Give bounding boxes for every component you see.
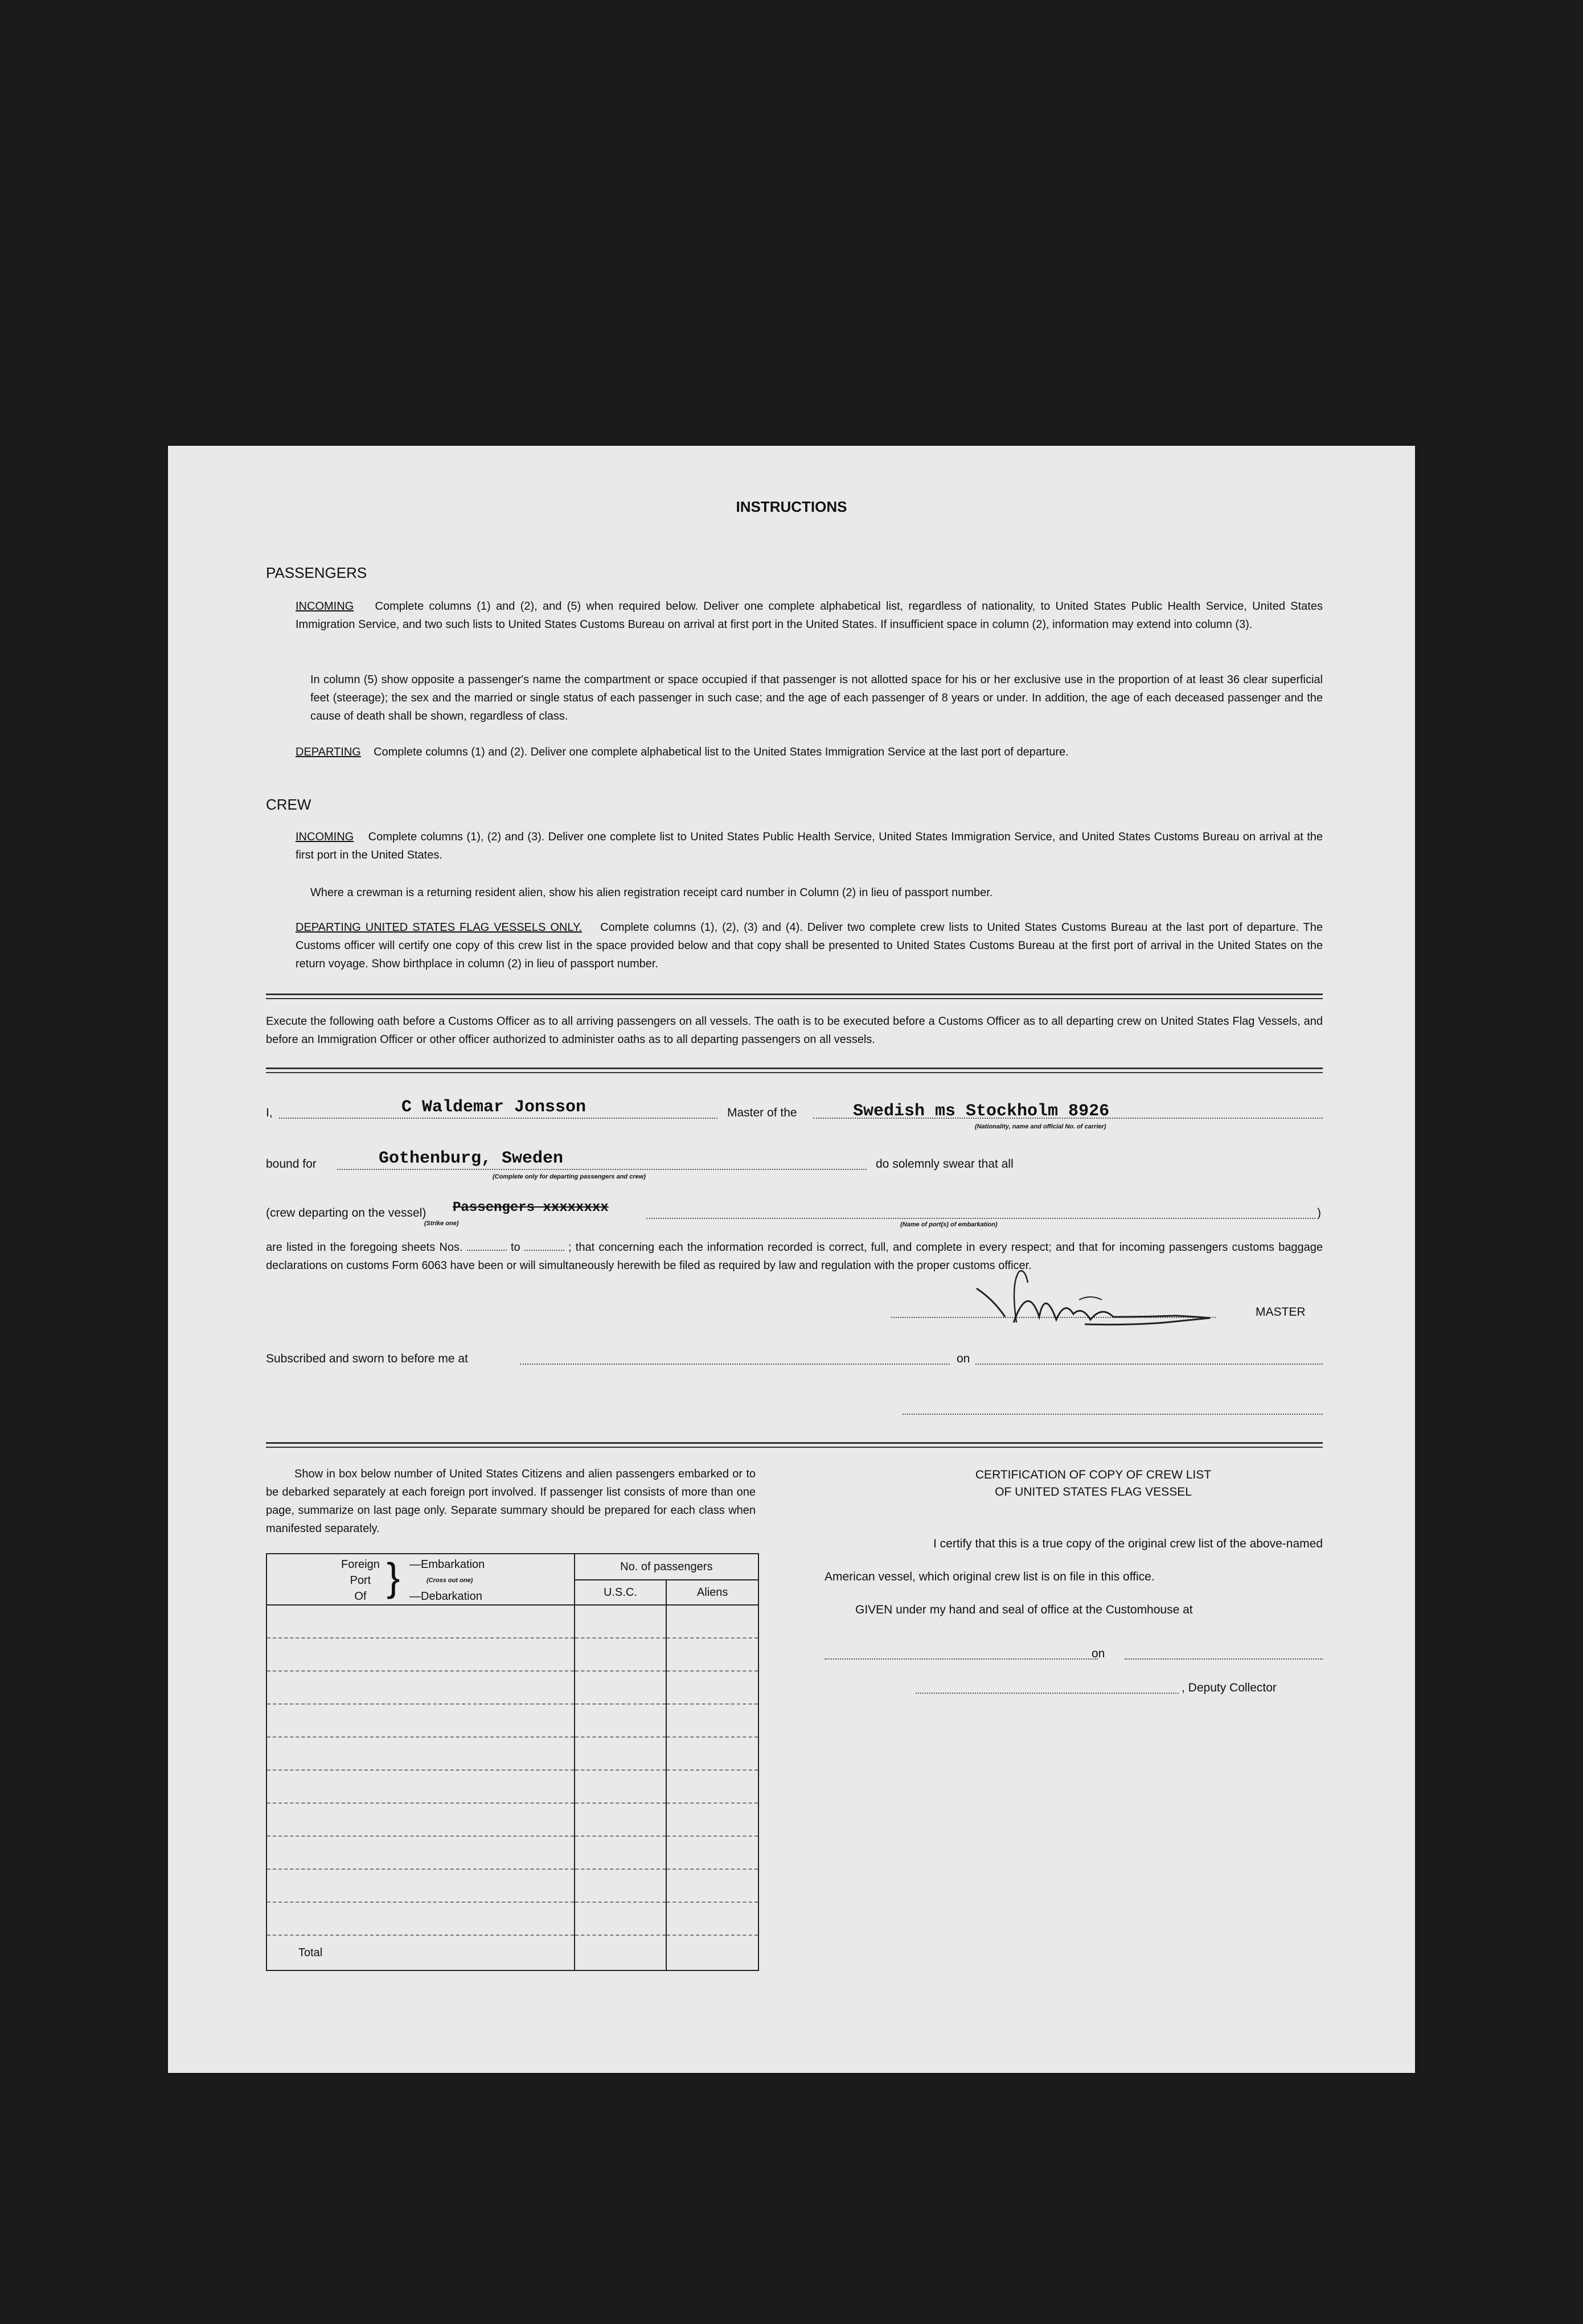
table-cell[interactable] — [667, 1870, 758, 1903]
crew-incoming-label: INCOMING — [296, 831, 354, 843]
table-row[interactable] — [267, 1903, 574, 1936]
usc-header: U.S.C. — [575, 1580, 667, 1605]
flag-label: DEPARTING UNITED STATES FLAG VESSELS ONLY. — [296, 921, 583, 934]
passengers-struck: Passengers xxxxxxxx — [453, 1200, 609, 1216]
table-cell[interactable] — [667, 1903, 758, 1936]
divider — [266, 993, 1323, 999]
table-cell[interactable] — [667, 1606, 758, 1639]
master-of-label: Master of the — [727, 1106, 797, 1119]
ports-caption: (Name of port(s) of embarkation) — [900, 1221, 998, 1228]
cross-out-caption: (Cross out one) — [426, 1577, 473, 1584]
table-row[interactable] — [267, 1705, 574, 1738]
table-cell[interactable] — [575, 1870, 666, 1903]
certification-date-line — [1125, 1658, 1323, 1660]
bound-caption: (Complete only for departing passengers and crew) — [493, 1173, 646, 1180]
table-cell[interactable] — [667, 1771, 758, 1804]
of-label: Of — [354, 1590, 367, 1603]
port-label: Port — [350, 1574, 371, 1587]
certification-text-2: American vessel, which original crew list is on file in this office. — [825, 1570, 1155, 1583]
i-label: I, — [266, 1106, 273, 1119]
oath-intro: Execute the following oath before a Customs Officer as to all arriving passengers on all vessels. The oath is to be executed before a Customs Officer as to all departing crew on United States Flag Vessels, and before an Immigration Officer or other officer authorized to administer oaths as to all departing passengers on all vessels. — [266, 1015, 1323, 1046]
table-row[interactable] — [267, 1606, 574, 1639]
column5-paragraph: In column (5) show opposite a passenger's name the compartment or space occupied if that passenger is not allotted space for his or her exclusive use in the proportion of at least 36 clear superficial feet (steerage); the sex and the married or single status of each passenger in such case; and the age of each passenger of 8 years or under. In addition, the age of each deceased passenger and the cause of death shall be shown, regardless of class. — [310, 674, 1323, 722]
foreign-label: Foreign — [341, 1558, 380, 1571]
table-row[interactable] — [267, 1804, 574, 1837]
divider — [266, 1442, 1323, 1448]
strike-caption: (Strike one) — [424, 1220, 459, 1227]
vessel-name: Swedish ms Stockholm 8926 — [853, 1102, 1110, 1121]
deputy-collector-label: , Deputy Collector — [1182, 1681, 1277, 1694]
listed-text-2: ; that concerning each the information recorded is correct, full, and complete in every respect; and that for incoming passengers customs baggage declarations on customs Form 6063 have been or will simultaneously herewith be filed as required by law and regulation with the proper customs officer. — [266, 1241, 1323, 1272]
aliens-total-cell[interactable] — [667, 1936, 758, 1970]
passenger-summary-table — [266, 1553, 759, 1971]
flag-text: Complete columns (1), (2), (3) and (4). Deliver two complete crew lists to United States Customs Bureau at the last port of departure. The Customs officer will certify one copy of this crew list in the space provided below and that copy shall be presented to United States Customs Bureau at the first port of arrival in the United States on the return voyage. Show birthplace in column (2) in lieu of passport number. — [296, 921, 1323, 970]
aliens-column — [666, 1605, 758, 1970]
port-column — [266, 1605, 575, 1970]
sworn-date-line — [975, 1364, 1323, 1365]
sworn-place-line — [520, 1364, 950, 1365]
customhouse-line — [825, 1658, 1098, 1660]
subscribed-label: Subscribed and sworn to before me at — [266, 1352, 468, 1365]
table-cell[interactable] — [575, 1672, 666, 1705]
passengers-departing-paragraph — [296, 743, 1323, 761]
ports-line — [646, 1218, 1315, 1219]
listed-text-1: are listed in the foregoing sheets Nos. — [266, 1241, 463, 1254]
table-row[interactable] — [267, 1837, 574, 1870]
certification-text-1: I certify that this is a true copy of the original crew list of the above-named — [933, 1537, 1323, 1550]
debarkation-label[interactable]: —Debarkation — [409, 1590, 482, 1603]
table-cell[interactable] — [575, 1705, 666, 1738]
table-cell[interactable] — [575, 1804, 666, 1837]
foreign-port-header: Foreign Port Of } —Embarkation (Cross out one) —Debarkation — [266, 1554, 575, 1605]
master-signature — [959, 1266, 1233, 1334]
table-cell[interactable] — [667, 1672, 758, 1705]
embarkation-label[interactable]: —Embarkation — [409, 1558, 485, 1571]
aliens-header: Aliens — [666, 1580, 758, 1605]
master-name-line — [279, 1118, 717, 1119]
close-paren: ) — [1317, 1206, 1321, 1220]
table-cell[interactable] — [667, 1738, 758, 1771]
certification-title-2: OF UNITED STATES FLAG VESSEL — [995, 1485, 1192, 1498]
incoming-text: Complete columns (1) and (2), and (5) when required below. Deliver one complete alphabetical list, regardless of nationality, to United States Public Health Service, United States Immigration Service, and two such lists to United States Customs Bureau on arrival at first port in the United States. If insufficient space in column (2), information may extend into column (3). — [296, 600, 1323, 631]
flag-vessels-paragraph — [296, 918, 1323, 973]
crewman-paragraph: Where a crewman is a returning resident alien, show his alien registration receipt card number in Column (2) in lieu of passport number. — [310, 886, 993, 899]
table-cell[interactable] — [575, 1639, 666, 1672]
to-label: to — [510, 1241, 520, 1254]
sheet-to-line — [524, 1250, 564, 1251]
crew-incoming-paragraph — [296, 828, 1323, 864]
certification-text-3: GIVEN under my hand and seal of office at the Customhouse at — [855, 1603, 1193, 1616]
sworn-on-label: on — [957, 1352, 970, 1365]
bound-for: Gothenburg, Sweden — [379, 1149, 564, 1168]
usc-column — [575, 1605, 667, 1970]
master-name: C Waldemar Jonsson — [401, 1098, 587, 1117]
table-cell[interactable] — [667, 1837, 758, 1870]
divider — [266, 1067, 1323, 1073]
table-cell[interactable] — [575, 1738, 666, 1771]
table-row[interactable] — [267, 1639, 574, 1672]
table-row[interactable] — [267, 1672, 574, 1705]
passengers-heading: PASSENGERS — [266, 564, 367, 581]
table-cell[interactable] — [575, 1903, 666, 1936]
table-row[interactable] — [267, 1771, 574, 1804]
officer-signature-line — [903, 1414, 1323, 1415]
incoming-label: INCOMING — [296, 600, 354, 613]
vessel-caption: (Nationality, name and official No. of carrier) — [975, 1123, 1106, 1130]
total-label: Total — [298, 1947, 323, 1959]
master-label: MASTER — [1256, 1305, 1306, 1319]
bound-for-line — [337, 1169, 867, 1170]
table-cell[interactable] — [667, 1705, 758, 1738]
usc-total-cell[interactable] — [575, 1936, 666, 1970]
crew-departing-label: (crew departing on the vessel) — [266, 1206, 426, 1220]
instructions-title: INSTRUCTIONS — [736, 498, 847, 515]
table-cell[interactable] — [575, 1771, 666, 1804]
certification-title — [863, 1467, 1324, 1501]
departing-text: Complete columns (1) and (2). Deliver one complete alphabetical list to the United States Immigration Service at the last port of departure. — [374, 746, 1069, 758]
deputy-signature-line — [916, 1693, 1179, 1694]
summary-instructions: Show in box below number of United States Citizens and alien passengers embarked or to be debarked separately at each foreign port involved. If passenger list consists of more than one page, summarize on last page only. Separate summary should be prepared for each class when manifested separately. — [266, 1468, 756, 1535]
table-row[interactable] — [267, 1870, 574, 1903]
crew-incoming-text: Complete columns (1), (2) and (3). Deliver one complete list to United States Public Health Service, United States Immigration Service, and United States Customs Bureau on arrival at the first port in the United States. — [296, 831, 1323, 861]
sheet-from-line — [467, 1250, 507, 1251]
swear-text: do solemnly swear that all — [876, 1157, 1014, 1171]
table-cell[interactable] — [667, 1639, 758, 1672]
no-passengers-header: No. of passengers — [575, 1554, 758, 1580]
bound-for-label: bound for — [266, 1157, 317, 1171]
table-row[interactable] — [267, 1738, 574, 1771]
document-page — [168, 446, 1415, 2073]
table-cell[interactable] — [667, 1804, 758, 1837]
certification-on-label: on — [1092, 1647, 1105, 1660]
certification-title-1: CERTIFICATION OF COPY OF CREW LIST — [975, 1468, 1212, 1481]
table-cell[interactable] — [575, 1837, 666, 1870]
crew-heading: CREW — [266, 796, 311, 813]
table-cell[interactable] — [575, 1606, 666, 1639]
passengers-incoming-paragraph — [296, 597, 1323, 634]
departing-label: DEPARTING — [296, 746, 361, 758]
